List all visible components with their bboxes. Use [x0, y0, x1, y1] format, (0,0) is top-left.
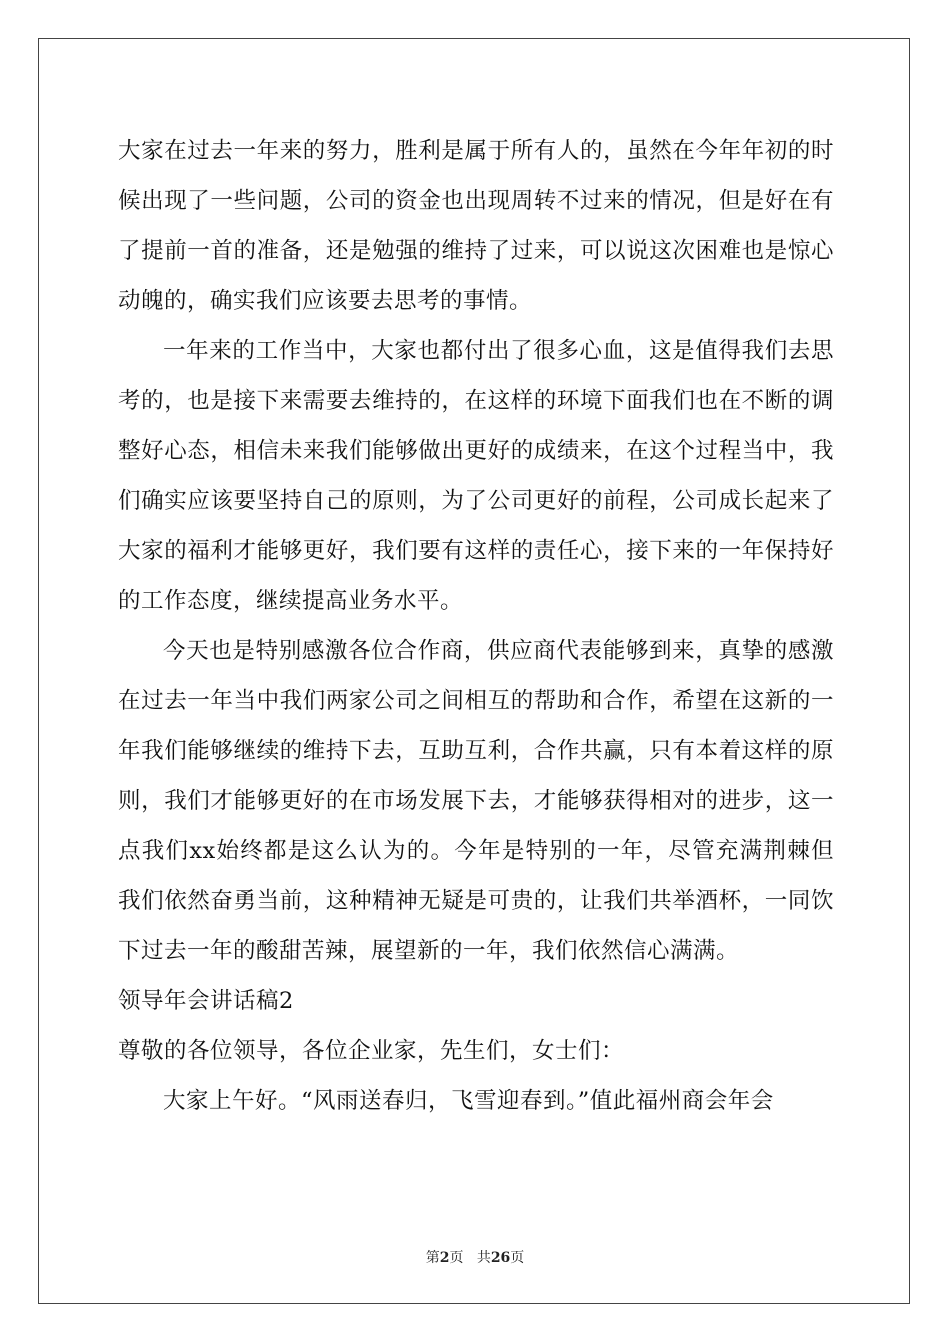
section-heading: 领导年会讲话稿2	[118, 988, 294, 1014]
footer-total-pages: 26	[490, 1250, 511, 1266]
footer-page-number: 2	[439, 1250, 450, 1266]
footer-total-suffix: 页	[510, 1250, 525, 1266]
paragraph-3: 今天也是特别感激各位合作商，供应商代表能够到来，真挚的感激在过去一年当中我们两家公司之间相互的帮助和合作，希望在这新的一年我们能够继续的维持下去，互助互利，合作共赢，只有本着这样的原则，我们才能够更好的在市场发展下去，才能够获得相对的进步，这一点我们xx始终都是这么认为的。今年是特别的一年，尽管充满荆棘但我们依然奋勇当前，这种精神无疑是可贵的，让我们共举酒杯，一同饮下过去一年的酸甜苦辣，展望新的一年，我们依然信心满满。	[118, 638, 834, 964]
footer-total-prefix: 共	[476, 1250, 491, 1266]
document-body	[118, 126, 834, 1126]
salutation: 尊敬的各位领导，各位企业家，先生们，女士们：	[118, 1038, 625, 1064]
paragraph-opening: 大家上午好。“风雨送春归，飞雪迎春到。”值此福州商会年会	[163, 1088, 774, 1114]
page-footer	[0, 1247, 950, 1267]
footer-page-prefix: 第	[425, 1250, 440, 1266]
paragraph-1: 大家在过去一年来的努力，胜利是属于所有人的，虽然在今年年初的时候出现了一些问题，公司的资金也出现周转不过来的情况，但是好在有了提前一首的准备，还是勉强的维持了过来，可以说这次困难也是惊心动魄的，确实我们应该要去思考的事情。	[118, 138, 834, 314]
footer-page-suffix: 页	[449, 1250, 464, 1266]
paragraph-2: 一年来的工作当中，大家也都付出了很多心血，这是值得我们去思考的，也是接下来需要去维持的，在这样的环境下面我们也在不断的调整好心态，相信未来我们能够做出更好的成绩来，在这个过程当中，我们确实应该要坚持自己的原则，为了公司更好的前程，公司成长起来了大家的福利才能够更好，我们要有这样的责任心，接下来的一年保持好的工作态度，继续提高业务水平。	[118, 338, 834, 614]
